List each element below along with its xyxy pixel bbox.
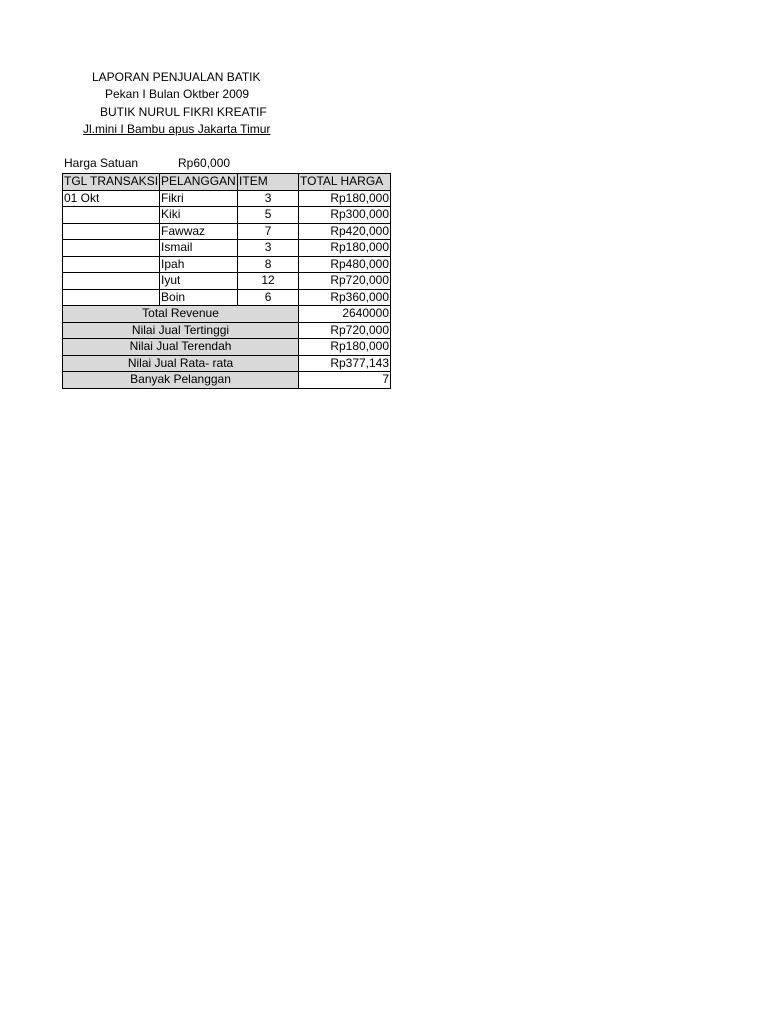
cell-item[interactable]: 3: [238, 190, 299, 207]
cell-pelanggan[interactable]: Ipah: [160, 256, 238, 273]
cell-total[interactable]: Rp720,000: [299, 273, 391, 290]
summary-row-nilai-terendah: [63, 339, 391, 356]
summary-row-banyak-pelanggan: [63, 372, 391, 389]
cell-pelanggan[interactable]: Ismail: [160, 240, 238, 257]
summary-value[interactable]: 7: [299, 372, 391, 389]
summary-label[interactable]: Nilai Jual Rata- rata: [63, 355, 299, 372]
report-period: Pekan I Bulan Oktber 2009: [105, 87, 250, 101]
cell-item[interactable]: 8: [238, 256, 299, 273]
summary-row-nilai-tertinggi: [63, 322, 391, 339]
cell-pelanggan[interactable]: Iyut: [160, 273, 238, 290]
cell-pelanggan[interactable]: Fikri: [160, 190, 238, 207]
cell-date-empty[interactable]: [63, 207, 160, 224]
cell-date[interactable]: 01 Okt: [63, 190, 160, 207]
report-title: LAPORAN PENJUALAN BATIK: [92, 70, 261, 84]
cell-pelanggan[interactable]: Kiki: [160, 207, 238, 224]
summary-value[interactable]: Rp720,000: [299, 322, 391, 339]
sales-table: [62, 173, 391, 389]
summary-row-nilai-rata-rata: [63, 355, 391, 372]
summary-label[interactable]: Nilai Jual Terendah: [63, 339, 299, 356]
col-header-tgl-transaksi[interactable]: TGL TRANSAKSI: [64, 174, 159, 189]
cell-pelanggan[interactable]: Fawwaz: [160, 223, 238, 240]
summary-label[interactable]: Banyak Pelanggan: [63, 372, 299, 389]
cell-total[interactable]: Rp180,000: [299, 240, 391, 257]
table-row: [63, 207, 391, 224]
cell-item[interactable]: 5: [238, 207, 299, 224]
cell-item[interactable]: 12: [238, 273, 299, 290]
cell-total[interactable]: Rp300,000: [299, 207, 391, 224]
cell-item[interactable]: 3: [238, 240, 299, 257]
cell-date-empty[interactable]: [63, 256, 160, 273]
cell-total[interactable]: Rp360,000: [299, 289, 391, 306]
summary-value[interactable]: Rp180,000: [299, 339, 391, 356]
table-row: [63, 256, 391, 273]
table-row: [63, 190, 391, 207]
cell-item[interactable]: 6: [238, 289, 299, 306]
table-header-row: [63, 174, 391, 191]
cell-date-empty[interactable]: [63, 273, 160, 290]
summary-label[interactable]: Nilai Jual Tertinggi: [63, 322, 299, 339]
cell-total[interactable]: Rp180,000: [299, 190, 391, 207]
summary-label[interactable]: Total Revenue: [63, 306, 299, 323]
table-row: [63, 223, 391, 240]
shop-address: Jl.mini I Bambu apus Jakarta Timur: [83, 122, 271, 136]
table-row: [63, 240, 391, 257]
summary-value[interactable]: Rp377,143: [299, 355, 391, 372]
cell-date-empty[interactable]: [63, 289, 160, 306]
cell-date-empty[interactable]: [63, 223, 160, 240]
cell-date-empty[interactable]: [63, 240, 160, 257]
unit-price-value: Rp60,000: [178, 156, 231, 170]
cell-total[interactable]: Rp480,000: [299, 256, 391, 273]
unit-price-label: Harga Satuan: [64, 156, 139, 170]
col-header-total-harga[interactable]: TOTAL HARGA: [299, 174, 391, 191]
table-row: [63, 273, 391, 290]
cell-item[interactable]: 7: [238, 223, 299, 240]
col-header-item[interactable]: ITEM: [238, 174, 299, 191]
shop-name: BUTIK NURUL FIKRI KREATIF: [100, 105, 267, 119]
cell-total[interactable]: Rp420,000: [299, 223, 391, 240]
col-header-pelanggan[interactable]: PELANGGAN: [161, 174, 236, 189]
summary-value[interactable]: 2640000: [299, 306, 391, 323]
summary-row-total-revenue: [63, 306, 391, 323]
table-row: [63, 289, 391, 306]
cell-pelanggan[interactable]: Boin: [160, 289, 238, 306]
